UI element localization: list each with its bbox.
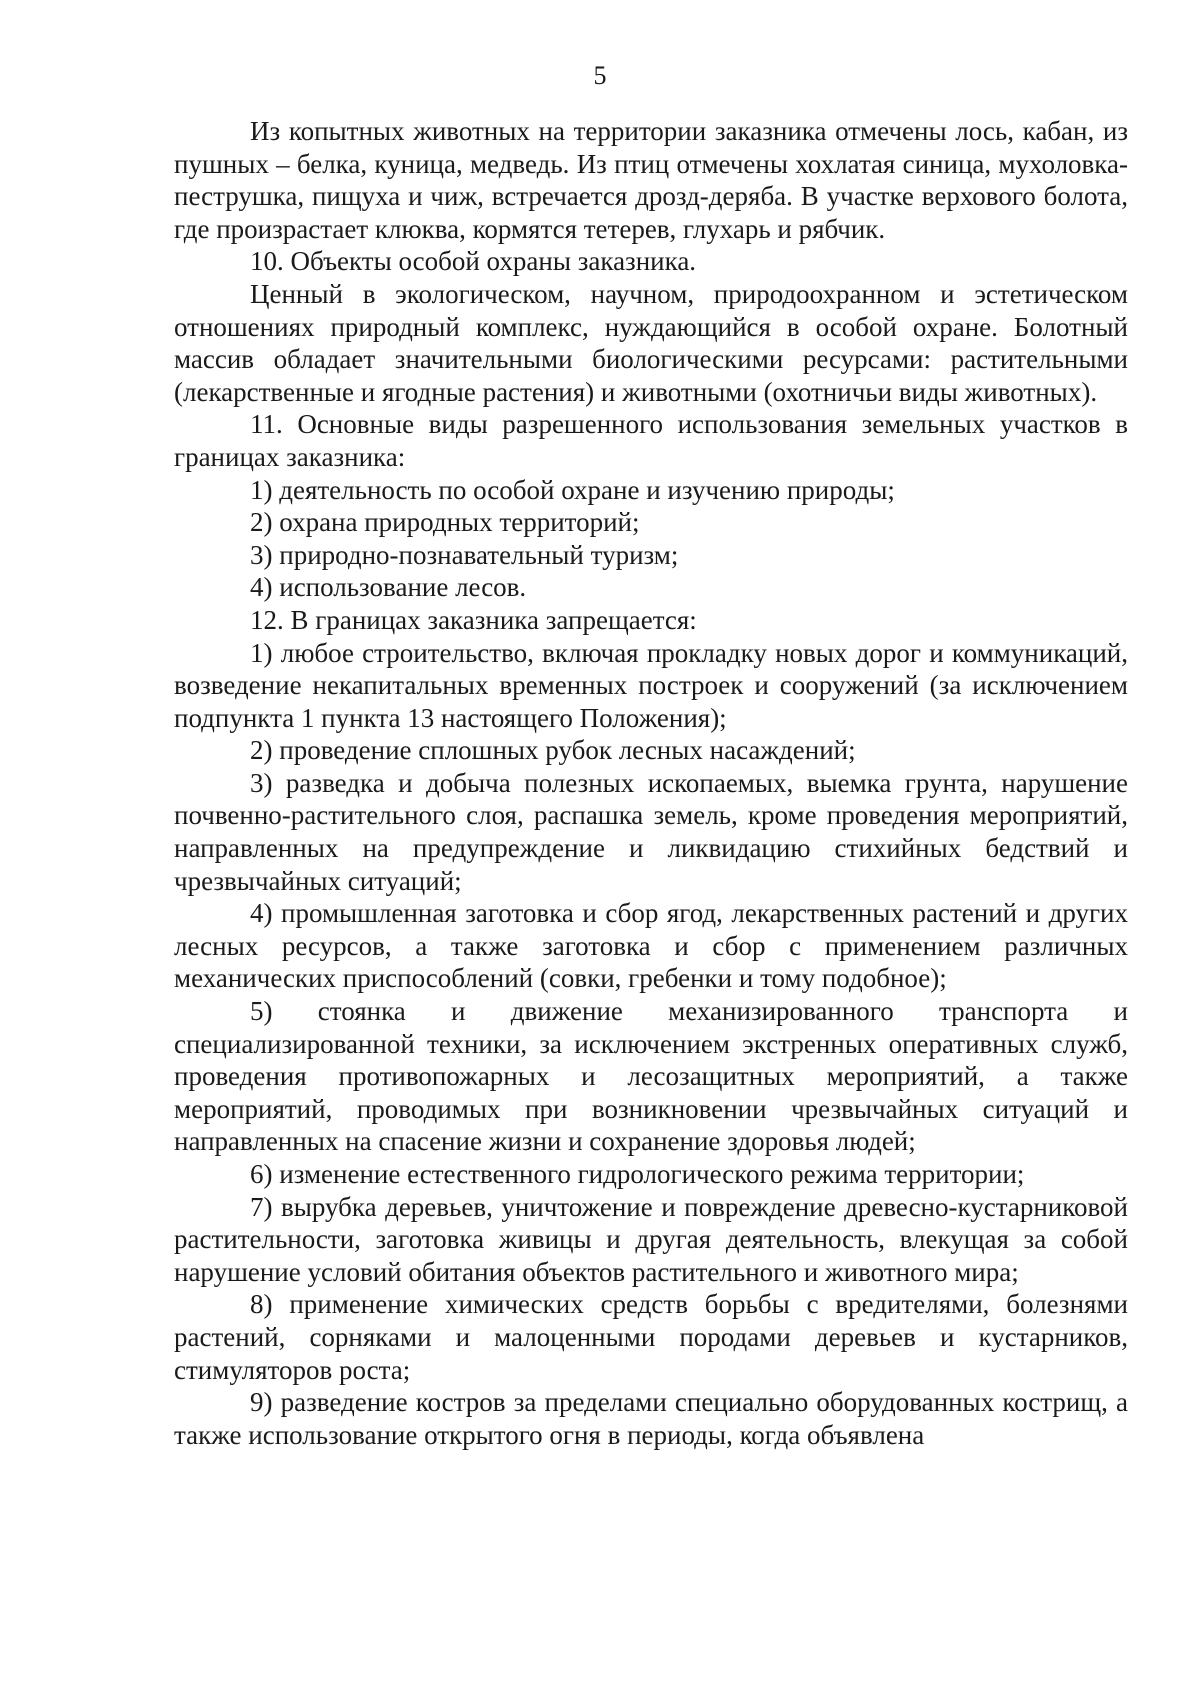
list-item: 6) изменение естественного гидрологического режима территории; — [250, 1159, 1025, 1189]
list-item: 2) охрана природных территорий; — [250, 507, 640, 538]
section-heading-10: 10. Объекты особой охраны заказника. — [250, 246, 697, 277]
list-item: 3) разведка и добыча полезных ископаемых, выемка грунта, нарушение почвенно-растительного слоя, распашка земель, кроме проведения мероприятий, направленных на предупреждение и ликвидацию стихийных бедствий и чрезвычайных ситуаций; — [174, 767, 1128, 896]
list-item: 2) проведение сплошных рубок лесных насаждений; — [250, 735, 856, 766]
paragraph-fauna: Из копытных животных на территории заказника отмечены лось, кабан, из пушных – белка, куница, медведь. Из птиц отмечены хохлатая синица, мухоловка-пеструшка, пищуха и чиж, встречается дрозд-деряба. В участке верхового болота, где произрастает клюква, кормятся тетерев, глухарь и рябчик. — [174, 116, 1128, 244]
paragraph-protection-objects: Ценный в экологическом, научном, природоохранном и эстетическом отношениях природный комплекс, нуждающийся в особой охране. Болотный массив обладает значительными биологическими ресурсами: растительными (лекарственные и ягодные растения) и животными (охотничьи виды животных). — [174, 278, 1128, 407]
page-number: 5 — [593, 61, 607, 90]
list-item: 8) применение химических средств борьбы с вредителями, болезнями растений, сорняками и малоценными породами деревьев и кустарников, стимуляторов роста; — [174, 1289, 1128, 1385]
list-item: 1) деятельность по особой охране и изучению природы; — [250, 474, 895, 505]
list-item: 3) природно-познавательный туризм; — [250, 539, 679, 570]
list-item: 5) стоянка и движение механизированного транспорта и специализированной техники, за исключением экстренных оперативных служб, проведения противопожарных и лесозащитных мероприятий, а также мероприятий, проводимых при возникновении чрезвычайных ситуаций и направленных на спасение жизни и сохранение здоровья людей; — [174, 996, 1128, 1157]
list-item: 9) разведение костров за пределами специально оборудованных кострищ, а также использование открытого огня в периоды, когда объявлена — [174, 1387, 1128, 1450]
list-item: 4) промышленная заготовка и сбор ягод, лекарственных растений и других лесных ресурсов, а также заготовка и сбор с применением различных механических приспособлений (совки, гребенки и тому подобное); — [174, 898, 1128, 994]
document-body — [174, 115, 1128, 1451]
section-heading-11: 11. Основные виды разрешенного использования земельных участков в границах заказника: — [174, 409, 1128, 472]
list-item: 7) вырубка деревьев, уничтожение и повреждение древесно-кустарниковой растительности, заготовка живицы и другая деятельность, влекущая за собой нарушение условий обитания объектов растительного и животного мира; — [174, 1191, 1128, 1287]
list-item: 4) использование лесов. — [250, 572, 527, 603]
list-item: 1) любое строительство, включая прокладку новых дорог и коммуникаций, возведение некапитальных временных построек и сооружений (за исключением подпункта 1 пункта 13 настоящего Положения); — [174, 637, 1128, 733]
section-heading-12: 12. В границах заказника запрещается: — [250, 604, 697, 635]
